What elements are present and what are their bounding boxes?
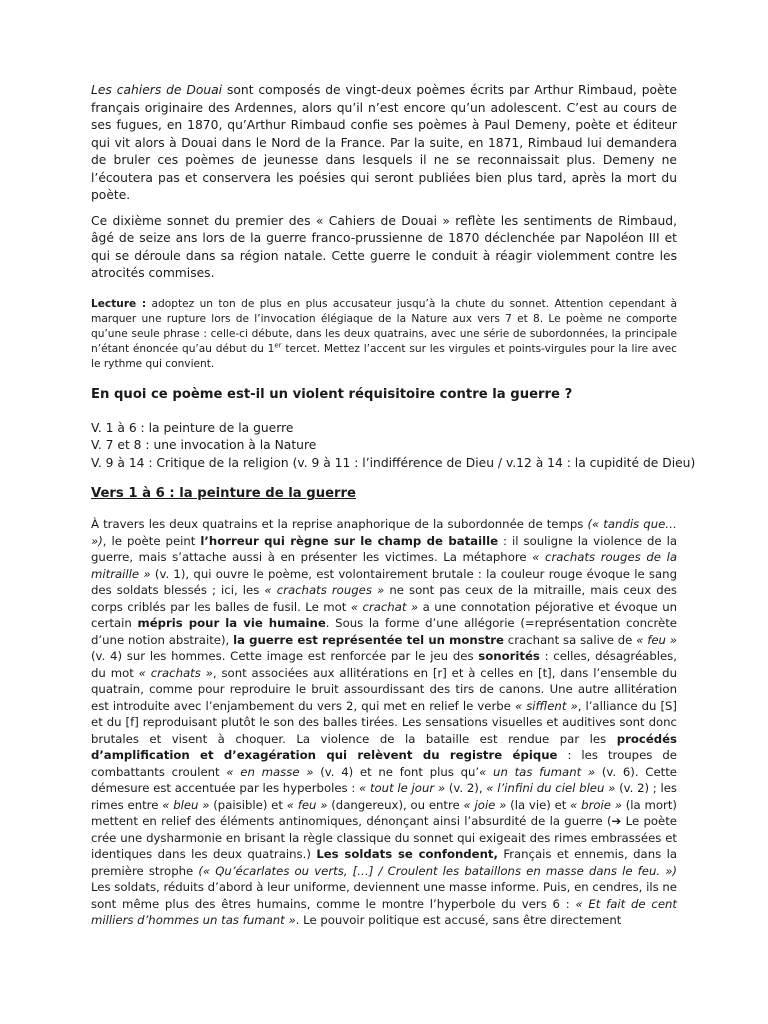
plan-outline bbox=[91, 420, 696, 473]
collection-title: Les cahiers de Douai bbox=[91, 83, 223, 97]
section-heading: Vers 1 à 6 : la peinture de la guerre bbox=[91, 486, 357, 502]
arrow-icon: ➔ bbox=[611, 814, 622, 829]
intro-paragraph-1: Les cahiers de Douai sont composés de vingt-deux poèmes écrits par Arthur Rimbaud, poète français originaire des Ardennes, alors qu’il n’est encore qu’un adolescent. C’est au cours de ses fugues, en 1870, qu’Arthur Rimbaud confie ses poèmes à Paul Demeny, poète et éditeur qui vit alors à Douai dans le Nord de la France. Par la suite, en 1871, Rimbaud lui demandera de bruler ces poèmes de jeunesse dans lesquels il ne se reconnaissait plus. Demeny ne l’écoutera pas et conservera les poésies qui seront publiées bien plus tard, après la mort du poète. bbox=[91, 83, 677, 202]
document-body bbox=[91, 82, 696, 929]
analysis-paragraph: À travers les deux quatrains et la reprise anaphorique de la subordonnée de temps (« tandis que… »), le poète peint l’horreur qui règne sur le champ de bataille : il souligne la violence de la guerre, mais s’attache aussi à en présenter les victimes. La métaphore « crachats rouges de la mitraille » (v. 1), qui ouvre le poème, est volontairement brutale : la couleur rouge évoque le sang des soldats blessés ; ici, les « crachats rouges » ne sont pas ceux de la mitraille, mais ceux des corps criblés par les balles de fusil. Le mot « crachat » a une connotation péjorative et évoque un certain mépris pour la vie humaine. Sous la forme d’une allégorie (=représentation concrète d’une notion abstraite), la guerre est représentée tel un monstre crachant sa salive de « feu » (v. 4) sur les hommes. Cette image est renforcée par le jeu des sonorités : celles, désagréables, du mot « crachats », sont associées aux allitérations en [r] et à celles en [t], dans l’ensemble du quatrain, comme pour reproduire le bruit assourdissant des tirs de canons. Une autre allitération est introduite avec l’enjambement du vers 2, qui met en relief le verbe « sifflent », l’alliance du [S] et du [f] reproduisant plutôt le son des balles tirées. Les sensations visuelles et auditives sont donc brutales et visent à choquer. La violence de la bataille est rendue par les procédés d’amplification et d’exagération qui relèvent du registre épique : les troupes de combattants croulent « en masse » (v. 4) et ne font plus qu’« un tas fumant » (v. 6). Cette démesure est accentuée par les hyperboles : « tout le jour » (v. 2), « l’infini du ciel bleu » (v. 2) ; les rimes entre « bleu » (paisible) et « feu » (dangereux), ou entre « joie » (la vie) et « broie » (la mort) mettent en relief des éléments antinomiques, dénonçant ainsi l’absurdité de la guerre (➔ Le poète crée une dysharmonie en brisant la règle classique du sonnet qui exigeait des rimes embrassées et identiques dans les deux quatrains.) Les soldats se confondent, Français et ennemis, dans la première strophe (« Qu’écarlates ou verts, […] / Croulent les bataillons en masse dans le feu. ») Les soldats, réduits d’abord à leur uniforme, deviennent une masse informe. Puis, en cendres, ils ne sont même plus des êtres humains, comme le montre l’hyperbole du vers 6 : « Et fait de cent milliers d’hommes un tas fumant ». Le pouvoir politique est accusé, sans être directement bbox=[91, 517, 678, 928]
reading-label: Lecture : bbox=[91, 297, 147, 310]
plan-item: V. 1 à 6 : la peinture de la guerre bbox=[91, 420, 294, 435]
problematic-question: En quoi ce poème est-il un violent réquisitoire contre la guerre ? bbox=[91, 386, 573, 402]
reading-instructions: Lecture : adoptez un ton de plus en plus accusateur jusqu’à la chute du sonnet. Attention cependant à marquer une rupture lors de l’invocation élégiaque de la Nature aux vers 7 et 8. Le poème ne comporte qu’une seule phrase : celle-ci débute, dans les deux quatrains, avec une série de subordonnées, la principale n’étant énoncée qu’au début du 1er tercet. Mettez l’accent sur les virgules et points-virgules pour la lire avec le rythme qui convient. bbox=[91, 297, 678, 371]
plan-item: V. 9 à 14 : Critique de la religion (v. 9 à 11 : l’indifférence de Dieu / v.12 à 14 : la cupidité de Dieu) bbox=[91, 455, 696, 470]
plan-item: V. 7 et 8 : une invocation à la Nature bbox=[91, 438, 317, 453]
intro-paragraph-2: Ce dixième sonnet du premier des « Cahiers de Douai » reflète les sentiments de Rimbaud, âgé de seize ans lors de la guerre franco-prussienne de 1870 déclenchée par Napoléon III et qui se déroule dans sa région natale. Cette guerre le conduit à réagir violemment contre les atrocités commises. bbox=[91, 213, 677, 280]
